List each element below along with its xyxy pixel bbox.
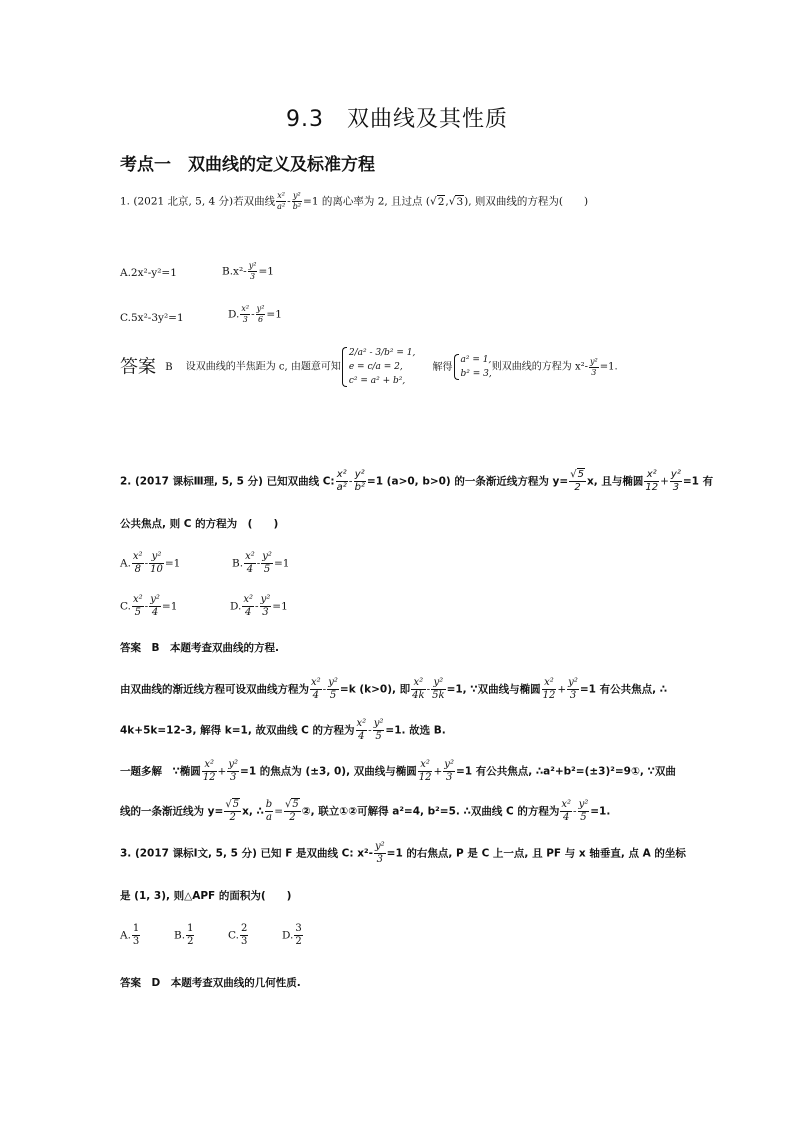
q2-alt-solution-2: 线的一条渐近线为 y= $\frac{√5}{2}$ x, ∴ $\frac{b}{a}$ = $\frac{√5}{2}$ ②, 联立①②可解得 a²=4, b²=5. ∴双曲线 C 的方程为 $\frac{\text{x²}}{4}$ - $\frac{\text{y²}}{5}$ =1. (120, 799, 611, 823)
q2-alt-solution-1: 一题多解 ∵椭圆 $\frac{\text{x²}}{12}$ + $\frac{\text{y²}}{3}$ =1 的焦点为 (±3, 0), 双曲线与椭圆 $\frac{\text{x²}}{12}$ + $\frac{\text{y²}}{3}$ =1 有公共焦点, ∴a²+b²=(±3)²=9①, ∵双曲 (120, 759, 676, 783)
q1-system-1: 2/a² - 3/b² = 1, e = c/a = 2, c² = a² + b², (341, 346, 415, 388)
q1-system-2: a² = 1, b² = 3, (453, 353, 492, 381)
q3-option-c: C. $\frac{2}{3}$ (228, 923, 248, 947)
q2-stem-1: 2. (2017 课标Ⅲ理, 5, 5 分) 已知双曲线 C: $\frac{\text{x²}}{\text{a²}}$ - $\frac{\text{y²}}{\text{b²}}$ =1 (a>0, b>0) 的一条渐近线方程为 y= $\frac{√5}{2}$ x, 且与椭圆 $\frac{\text{x²}}{12}$ + $\frac{\text{y²}}{3}$ =1 有 (120, 469, 714, 493)
q1-stem-post: ), 则双曲线的方程为( ) (464, 195, 589, 208)
q1-frac-x2a2: $\frac{\text{x²}}{\text{a²}}$ (277, 191, 286, 211)
q1-frac-y2b2: $\frac{\text{y²}}{\text{b²}}$ (292, 191, 302, 211)
answer-label: 答案 (120, 356, 156, 378)
q3-option-b: B. $\frac{1}{2}$ (174, 923, 194, 947)
q2-option-a: A. $\frac{\text{x²}}{8}$ - $\frac{\text{y²}}{10}$ =1 (120, 551, 181, 575)
q2-solution-2: 4k+5k=12-3, 解得 k=1, 故双曲线 C 的方程为 $\frac{\text{x²}}{4}$ - $\frac{\text{y²}}{5}$ =1. 故选 B. (120, 718, 446, 742)
q1-option-a: A.2x²-y²=1 (120, 267, 177, 279)
q1-stem: 1. (2021 北京, 5, 4 分)若双曲线 $\frac{\text{x²}}{\text{a²}}$ - $\frac{\text{y²}}{\text{b²}}$ =1 的离心率为 2, 且过点 (√2,√3), 则双曲线的方程为( ) (120, 191, 589, 211)
q2-option-c: C. $\frac{\text{x²}}{5}$ - $\frac{\text{y²}}{4}$ =1 (120, 594, 178, 618)
q2-answer: 答案 B 本题考查双曲线的方程. (120, 642, 279, 654)
q1-stem-pre: 1. (2021 北京, 5, 4 分)若双曲线 (120, 195, 276, 208)
q1-option-b: B.x²- $\frac{\text{y²}}{3}$ =1 (222, 261, 274, 281)
q2-option-d: D. $\frac{\text{x²}}{4}$ - $\frac{\text{y²}}{3}$ =1 (230, 594, 288, 618)
q3-stem-2: 是 (1, 3), 则△APF 的面积为( ) (120, 890, 292, 902)
section-heading: 考点一 双曲线的定义及标准方程 (120, 155, 375, 175)
page-title: 9.3 双曲线及其性质 (286, 107, 508, 132)
q3-option-d: D. $\frac{3}{2}$ (282, 923, 302, 947)
q2-solution-1: 由双曲线的渐近线方程可设双曲线方程为 $\frac{\text{x²}}{4}$ - $\frac{\text{y²}}{5}$ =k (k>0), 即 $\frac{\text{x²}}{4k}$ - $\frac{\text{y²}}{5k}$ =1, ∵双曲线与椭圆 $\frac{\text{x²}}{12}$ + $\frac{\text{y²}}{3}$ =1 有公共焦点, ∴ (120, 677, 668, 701)
q3-answer: 答案 D 本题考查双曲线的几何性质. (120, 977, 301, 989)
q2-stem-2: 公共焦点, 则 C 的方程为 ( ) (120, 518, 279, 530)
q3-stem-1: 3. (2017 课标Ⅰ文, 5, 5 分) 已知 F 是双曲线 C: x²- $\frac{\text{y²}}{3}$ =1 的右焦点, P 是 C 上一点, 且 PF 与 x 轴垂直, 点 A 的坐标 (120, 841, 686, 865)
q1-stem-mid: =1 的离心率为 2, 且过点 ( (303, 195, 430, 208)
q1-option-d: D. $\frac{\text{x²}}{3}$ - $\frac{\text{y²}}{6}$ =1 (228, 304, 282, 324)
q1-answer: 答案 B 设双曲线的半焦距为 c, 由题意可知 2/a² - 3/b² = 1, e = c/a = 2, c² = a² + b², 解得 a² = 1, b² = 3, 则双曲线的方程为 x²- $\frac{\text{y²}}{3}$ =1. (120, 348, 618, 386)
q2-option-b: B. $\frac{\text{x²}}{4}$ - $\frac{\text{y²}}{5}$ =1 (232, 551, 290, 575)
q1-option-c: C.5x²-3y²=1 (120, 312, 184, 324)
q3-option-a: A. $\frac{1}{3}$ (120, 923, 140, 947)
